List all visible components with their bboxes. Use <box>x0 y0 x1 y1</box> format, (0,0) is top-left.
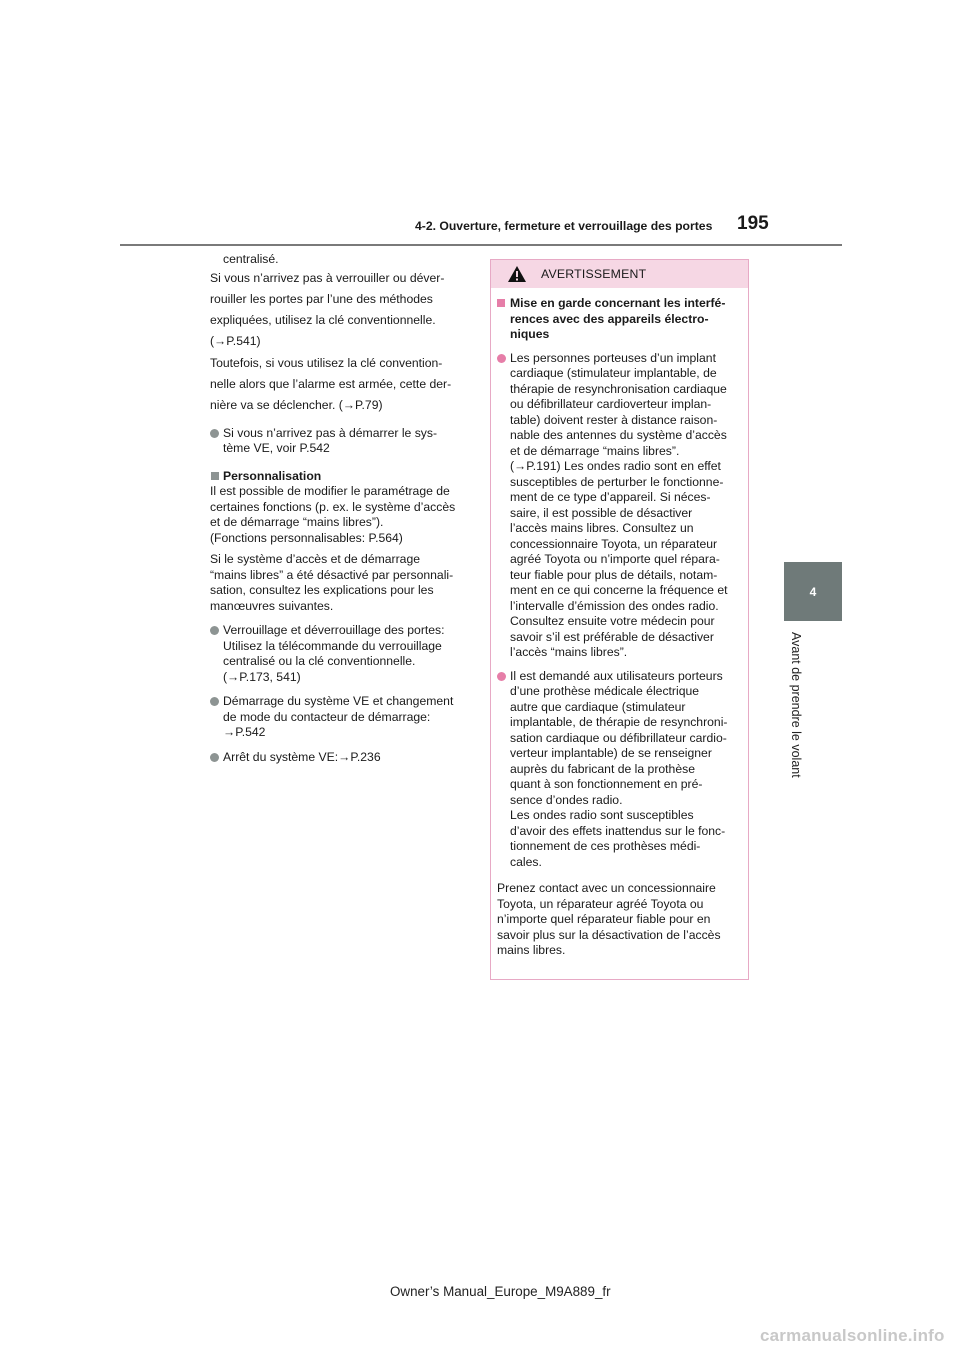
text-line: (→P.191) Les ondes radio sont en effet <box>510 459 721 473</box>
text-line: rences avec des appareils électro- <box>510 311 709 326</box>
text-line: Si le système d’accès et de démarrage <box>210 552 420 567</box>
text-line: Prenez contact avec un concessionnaire <box>497 881 716 895</box>
chapter-title: Avant de prendre le volant <box>789 632 803 778</box>
text-line: sation, consultez les explications pour les <box>210 583 434 598</box>
list-item <box>210 426 472 457</box>
text-line: Si vous n’arrivez pas à verrouiller ou déver- <box>210 270 445 285</box>
text-line: Il est demandé aux utilisateurs porteurs <box>510 668 723 683</box>
text-line: d’avoir des effets inattendus sur le fonc- <box>510 823 726 838</box>
text-line: Les personnes porteuses d’un implant <box>510 350 716 365</box>
text-line: certaines fonctions (p. ex. le système d’accès <box>210 499 456 514</box>
text-line: susceptibles de perturber le fonctionne- <box>510 474 724 489</box>
warning-box <box>490 259 749 980</box>
text-line: l’intervalle d’émission des ondes radio. <box>510 598 719 613</box>
text-line: savoir s’il est préférable de désactiver <box>510 629 714 644</box>
text-line: agréé Toyota ou n’importe quel répara- <box>510 552 720 566</box>
text-line: →P.542 <box>223 725 266 740</box>
text-line: et de démarrage “mains libres”. <box>510 443 680 458</box>
text-line: l’accès mains libres. Consultez un <box>510 521 694 535</box>
text-line: Les ondes radio sont susceptibles <box>510 808 694 822</box>
text-line: verteur implantable) de se renseigner <box>510 746 712 760</box>
text-line: mains libres. <box>497 943 566 957</box>
text-line: cales. <box>510 854 542 869</box>
text-line: tionnement de ces prothèses médi- <box>510 839 701 853</box>
warning-closing-paragraph <box>497 881 742 959</box>
text-line: Consultez ensuite votre médecin pour <box>510 614 715 628</box>
warning-heading <box>497 296 742 343</box>
text-line: sation cardiaque ou défibrillateur cardio- <box>510 730 727 745</box>
list-item <box>210 623 472 685</box>
text-line: auprès du fabricant de la prothèse <box>510 761 695 776</box>
text-line: centralisé. <box>223 252 279 266</box>
text-line: ou défibrillateur cardioverteur implan- <box>510 397 712 411</box>
text-line: Mise en garde concernant les interfé- <box>510 296 726 310</box>
text-line: thérapie de resynchronisation cardiaque <box>510 381 727 396</box>
text-line: centralisé ou la clé conventionnelle. <box>223 654 416 669</box>
section-title: 4-2. Ouverture, fermeture et verrouillage des portes <box>415 219 713 233</box>
chapter-tab: 4 <box>784 562 842 621</box>
manual-id: Owner’s Manual_Europe_M9A889_fr <box>390 1284 611 1299</box>
list-item <box>210 750 472 766</box>
text-line: Toutefois, si vous utilisez la clé convention- <box>210 355 443 370</box>
section-heading: Personnalisation <box>210 469 472 485</box>
paragraph <box>210 484 472 546</box>
text-line: sence d’ondes radio. <box>510 792 623 807</box>
text-line: Arrêt du système VE:→P.236 <box>223 749 381 764</box>
text-line: Il est possible de modifier le paramétrage de <box>210 484 450 499</box>
warning-list-item <box>497 669 742 871</box>
text-line: de mode du contacteur de démarrage: <box>223 709 431 724</box>
text-line: manœuvres suivantes. <box>210 598 334 613</box>
text-line: nable des antennes du système d’accès <box>510 428 727 442</box>
text-line: quant à son fonctionnement en pré- <box>510 777 703 791</box>
paragraph <box>210 552 472 614</box>
warning-list-item <box>497 351 742 661</box>
warning-header <box>491 260 748 288</box>
text-line: et de démarrage “mains libres”). <box>210 515 384 530</box>
text-line: Démarrage du système VE et changement <box>223 694 454 709</box>
text-line: Verrouillage et déverrouillage des portes: <box>223 623 445 638</box>
warning-title: AVERTISSEMENT <box>541 267 647 281</box>
text-line: Toyota, un réparateur agréé Toyota ou <box>497 896 704 911</box>
text-line: savoir plus sur la désactivation de l’accès <box>497 927 721 942</box>
text-line: saire, il est possible de désactiver <box>510 505 693 520</box>
text-line: implantable, de thérapie de resynchroni- <box>510 715 728 729</box>
text-line: rouiller les portes par l’une des méthodes <box>210 291 433 306</box>
text-line: d’une prothèse médicale électrique <box>510 684 700 698</box>
text-line: ment en ce qui concerne la fréquence et <box>510 583 728 597</box>
text-line: Utilisez la télécommande du verrouillage <box>223 638 442 653</box>
text-line: ment de ce type d’appareil. Si néces- <box>510 490 711 504</box>
text-line: nière va se déclencher. (→P.79) <box>210 398 383 413</box>
page-reference: (→P.541) <box>210 334 261 349</box>
list-item <box>210 694 472 741</box>
text-line: expliquées, utilisez la clé conventionnelle. <box>210 313 436 328</box>
text-line: nelle alors que l’alarme est armée, cette der- <box>210 376 452 391</box>
text-line: (Fonctions personnalisables: P.564) <box>210 530 403 545</box>
warning-icon <box>507 265 527 283</box>
left-column <box>210 252 472 765</box>
text-line: teur fiable pour plus de détails, notam- <box>510 567 718 582</box>
text-line: cardiaque (stimulateur implantable, de <box>510 366 717 380</box>
watermark: carmanualsonline.info <box>760 1326 945 1345</box>
text-line: autre que cardiaque (stimulateur <box>510 699 686 714</box>
text-line: (→P.173, 541) <box>223 669 301 684</box>
warning-body <box>491 288 748 959</box>
text-line: tème VE, voir P.542 <box>223 441 330 456</box>
page-number: 195 <box>737 213 769 234</box>
text-line: concessionnaire Toyota, un réparateur <box>510 536 718 551</box>
text-line: table) doivent rester à distance raison- <box>510 412 718 427</box>
text-line: Si vous n’arrivez pas à démarrer le sys- <box>223 425 438 440</box>
header-divider <box>120 244 842 246</box>
text-line: “mains libres” a été désactivé par personnali- <box>210 567 454 582</box>
text-line: l’accès “mains libres”. <box>510 645 628 659</box>
text-line: niques <box>510 327 550 341</box>
text-line: n’importe quel réparateur fiable pour en <box>497 912 711 926</box>
